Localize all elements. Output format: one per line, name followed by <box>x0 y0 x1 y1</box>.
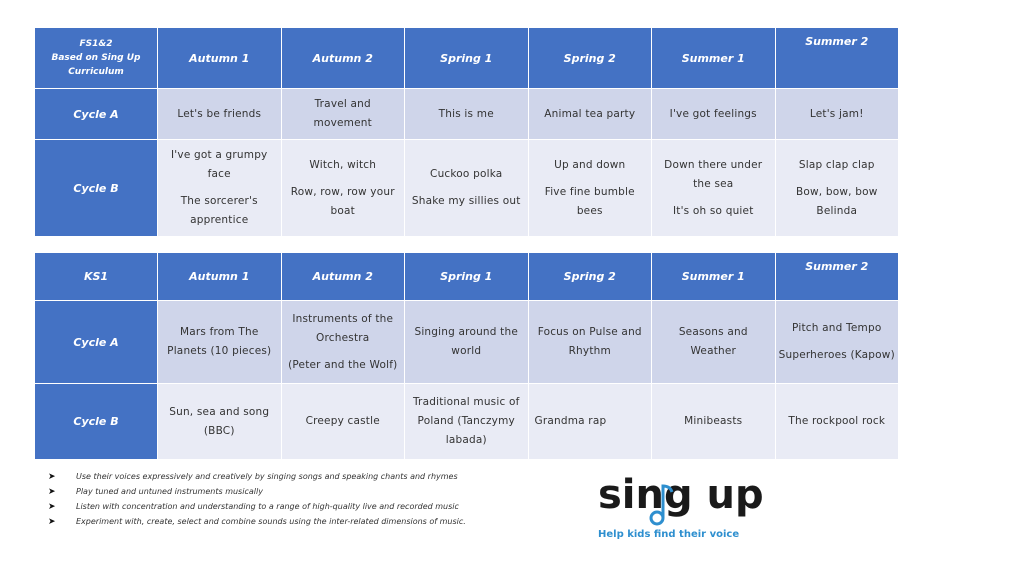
header-summer-2: Summer 2 <box>775 28 899 89</box>
table-cell: I've got feelings <box>652 89 776 140</box>
cell-line: Cuckoo polka <box>430 168 503 180</box>
header-spring-2: Spring 2 <box>528 28 652 89</box>
header-cell-stage <box>35 28 158 89</box>
stage-label: FS1&2 <box>79 39 113 49</box>
cell-line: Slap clap clap <box>798 158 875 171</box>
table-cell: Traditional music of Poland (Tanczymy labada) <box>405 384 529 460</box>
table-cell <box>652 301 776 384</box>
cell-line: Five fine bumble bees <box>544 185 635 217</box>
cell-line: Bow, bow, bow Belinda <box>795 185 878 217</box>
table-row-cycle-b <box>35 140 899 237</box>
header-summer-1: Summer 1 <box>652 28 776 89</box>
table-row-cycle-b <box>35 384 899 460</box>
table-cell: Grandma rap <box>528 384 652 460</box>
header-summer-1: Summer 1 <box>652 253 776 301</box>
table-cell: Minibeasts <box>652 384 776 460</box>
list-item-text: Use their voices expressively and creatively by singing songs and speaking chants and rhymes <box>76 472 458 481</box>
cell-line: Pitch and Tempo <box>792 322 882 334</box>
table-cell <box>528 301 652 384</box>
cell-line: The sorcerer's apprentice <box>180 195 258 226</box>
cell-line: I've got a grumpy face <box>171 149 268 180</box>
table-cell <box>775 140 899 237</box>
table-cell <box>281 140 405 237</box>
list-item-text: Play tuned and untuned instruments musically <box>76 487 263 496</box>
fs-curriculum-table <box>34 27 899 237</box>
list-item <box>48 514 466 529</box>
table-cell: Let's be friends <box>158 89 282 140</box>
header-spring-2: Spring 2 <box>528 253 652 301</box>
cell-line: Up and down <box>554 158 626 171</box>
list-item <box>48 484 466 499</box>
row-label-cycle-a: Cycle A <box>35 301 158 384</box>
table-cell: Sun, sea and song (BBC) <box>158 384 282 460</box>
cell-line: Witch, witch <box>309 158 377 171</box>
table-cell <box>405 140 529 237</box>
cell-line: Mars from The Planets (10 pieces) <box>167 326 272 357</box>
cell-line: Row, row, row your boat <box>290 185 395 217</box>
row-label-cycle-b: Cycle B <box>35 384 158 460</box>
cell-line: Focus on Pulse and Rhythm <box>537 326 642 357</box>
header-autumn-1: Autumn 1 <box>158 28 282 89</box>
header-summer-2: Summer 2 <box>775 253 899 301</box>
table-row-cycle-a <box>35 301 899 384</box>
table-cell: This is me <box>405 89 529 140</box>
cell-line: Superheroes (Kapow) <box>778 349 895 361</box>
cell-line: Singing around the world <box>414 326 519 357</box>
logo-wordmark: sing up <box>598 472 764 518</box>
table-cell <box>405 301 529 384</box>
ks1-curriculum-table <box>34 252 899 460</box>
cell-line: Seasons and Weather <box>678 326 748 357</box>
table-cell: Animal tea party <box>528 89 652 140</box>
arrow-bullet-icon: ➤ <box>48 517 56 527</box>
list-item-text: Listen with concentration and understanding to a range of high-quality live and recorded music <box>76 502 459 511</box>
table-cell <box>158 301 282 384</box>
header-autumn-1: Autumn 1 <box>158 253 282 301</box>
objectives-list <box>48 469 466 529</box>
cell-line: Down there under the sea <box>664 158 763 190</box>
arrow-bullet-icon: ➤ <box>48 502 56 512</box>
table-cell <box>158 140 282 237</box>
list-item <box>48 469 466 484</box>
table-cell <box>281 301 405 384</box>
header-autumn-2: Autumn 2 <box>281 253 405 301</box>
header-spring-1: Spring 1 <box>405 28 529 89</box>
cell-line: (Peter and the Wolf) <box>288 358 398 371</box>
list-item-text: Experiment with, create, select and combine sounds using the inter-related dimensions of music. <box>76 517 466 526</box>
table-cell: Travel and movement <box>281 89 405 140</box>
header-spring-1: Spring 1 <box>405 253 529 301</box>
arrow-bullet-icon: ➤ <box>48 472 56 482</box>
cell-line: Instruments of the Orchestra <box>292 312 394 344</box>
arrow-bullet-icon: ➤ <box>48 487 56 497</box>
row-label-cycle-a: Cycle A <box>35 89 158 140</box>
table-cell <box>528 140 652 237</box>
table-cell: Creepy castle <box>281 384 405 460</box>
curriculum-label: Based on Sing Up Curriculum <box>51 53 141 77</box>
cell-line: It's oh so quiet <box>672 204 754 217</box>
table-cell <box>652 140 776 237</box>
table-cell: Let's jam! <box>775 89 899 140</box>
table-header-row <box>35 28 899 89</box>
table-header-row <box>35 253 899 301</box>
table-row-cycle-a <box>35 89 899 140</box>
list-item <box>48 499 466 514</box>
logo-tagline: Help kids find their voice <box>598 529 740 540</box>
table-cell <box>775 301 899 384</box>
table-cell: The rockpool rock <box>775 384 899 460</box>
header-autumn-2: Autumn 2 <box>281 28 405 89</box>
cell-line: Shake my sillies out <box>411 195 521 207</box>
row-label-cycle-b: Cycle B <box>35 140 158 237</box>
header-cell-stage: KS1 <box>35 253 158 301</box>
